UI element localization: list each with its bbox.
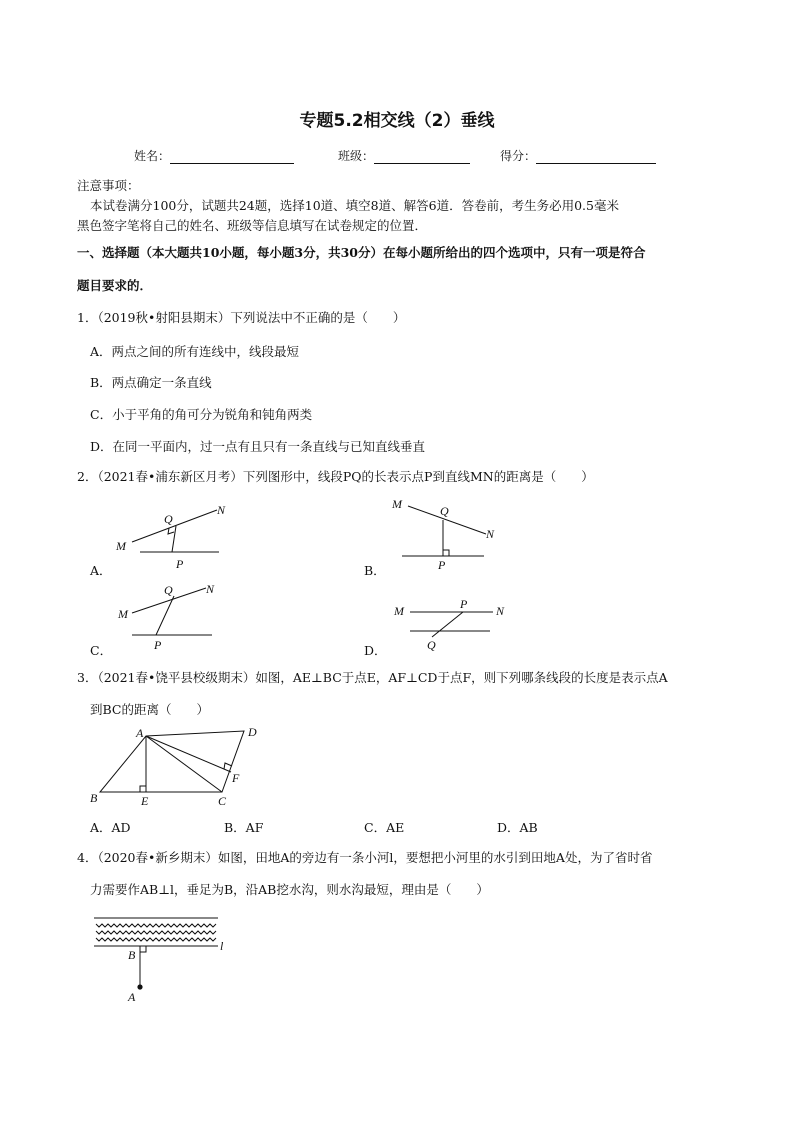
q2-option-b-label[interactable]: B． [364,563,386,578]
label-q: Q [440,504,449,518]
class-blank[interactable] [374,151,470,164]
score-label: 得分： [500,149,537,163]
q2-stem: 2．（2021春•浦东新区月考）下列图形中，线段PQ的长表示点P到直线MN的距离是（ ） [77,469,594,484]
river-wave-3 [96,938,216,941]
parallelogram-abcd [100,731,244,792]
q3-stem-line-2: 到BC的距离（ ） [90,702,209,717]
q1-option-a[interactable]: A．两点之间的所有连线中，线段最短 [90,344,300,359]
label-p: P [154,638,162,652]
q4-stem-line-2: 力需要作AB⊥l，垂足为B，沿AB挖水沟，则水沟最短，理由是（ ） [90,882,489,897]
label-n: N [217,503,226,517]
notes-line-2: 黑色签字笔将自己的姓名、班级等信息填写在试卷规定的位置． [77,218,428,233]
q3-option-a[interactable]: A．AD [90,820,131,835]
q2-figure-c [112,578,240,652]
q2-figure-a [112,496,240,574]
segment-af [146,736,231,772]
right-angle-mark-e [140,786,146,792]
right-angle-mark-b [140,946,146,952]
label-m: M [392,497,402,511]
label-m: M [118,607,128,621]
class-label: 班级： [338,149,375,163]
notes-heading: 注意事项： [77,178,140,193]
river-wave-1 [96,924,216,927]
right-angle-mark [168,528,174,534]
label-a: A [136,726,144,740]
class-field [338,147,470,164]
q1-option-c[interactable]: C．小于平角的角可分为锐角和钝角两类 [90,407,313,422]
q4-stem-line-1: 4．（2020春•新乡期末）如图，田地A的旁边有一条小河l，要想把小河里的水引到田地A处，为了省时省 [77,850,653,865]
q2-option-d-label[interactable]: D． [364,643,387,658]
label-p: P [438,558,446,572]
label-d: D [248,725,257,739]
q2-option-a-label[interactable]: A． [90,563,112,578]
q1-option-d[interactable]: D．在同一平面内，过一点有且只有一条直线与已知直线垂直 [90,439,426,454]
q3-option-c[interactable]: C．AE [364,820,405,835]
label-q: Q [164,583,173,597]
q2-option-c-label[interactable]: C． [90,643,113,658]
label-b: B [128,948,136,962]
segment-pq [432,612,463,637]
name-blank[interactable] [170,151,294,164]
label-n: N [206,582,215,596]
segment-ac [146,736,222,792]
label-q: Q [164,512,173,526]
q3-stem-line-1: 3．（2021春•饶平县校级期末）如图，AE⊥BC于点E，AF⊥CD于点F，则下列哪条线段的长度是表示点A [77,670,668,685]
label-a: A [128,990,136,1004]
label-m: M [116,539,126,553]
name-field [134,147,294,164]
q3-option-b[interactable]: B．AF [224,820,264,835]
section-heading-line-2: 题目要求的． [77,278,153,293]
label-p: P [460,597,468,611]
score-blank[interactable] [536,151,656,164]
q1-option-b[interactable]: B．两点确定一条直线 [90,375,212,390]
notes-line-1: 本试卷满分100分，试题共24题，选择10道、填空8道、解答6道．答卷前，考生务必用0.5毫米 [90,198,619,213]
label-m: M [394,604,404,618]
label-e: E [141,794,149,808]
label-n: N [486,527,495,541]
q3-figure [86,722,276,810]
q1-stem: 1．（2019秋•射阳县期末）下列说法中不正确的是（ ） [77,310,406,325]
label-q: Q [427,638,436,652]
label-c: C [218,794,227,808]
name-label: 姓名： [134,149,171,163]
right-angle-mark [443,550,449,556]
label-l: l [220,939,224,953]
label-b: B [90,791,98,805]
q2-figure-d [390,596,518,656]
q4-figure [86,912,236,1004]
q3-option-d[interactable]: D．AB [497,820,538,835]
section-heading-line-1: 一、选择题（本大题共10小题，每小题3分，共30分）在每小题所给出的四个选项中，只有一项是符合 [77,245,646,260]
page-title: 专题5.2相交线（2）垂线 [299,111,495,131]
segment-pq [172,526,176,552]
label-n: N [496,604,505,618]
score-field [500,147,656,164]
point-a-dot [137,984,142,989]
river-wave-2 [96,931,216,934]
q2-figure-b [386,490,514,572]
label-p: P [176,557,184,571]
label-f: F [232,771,240,785]
